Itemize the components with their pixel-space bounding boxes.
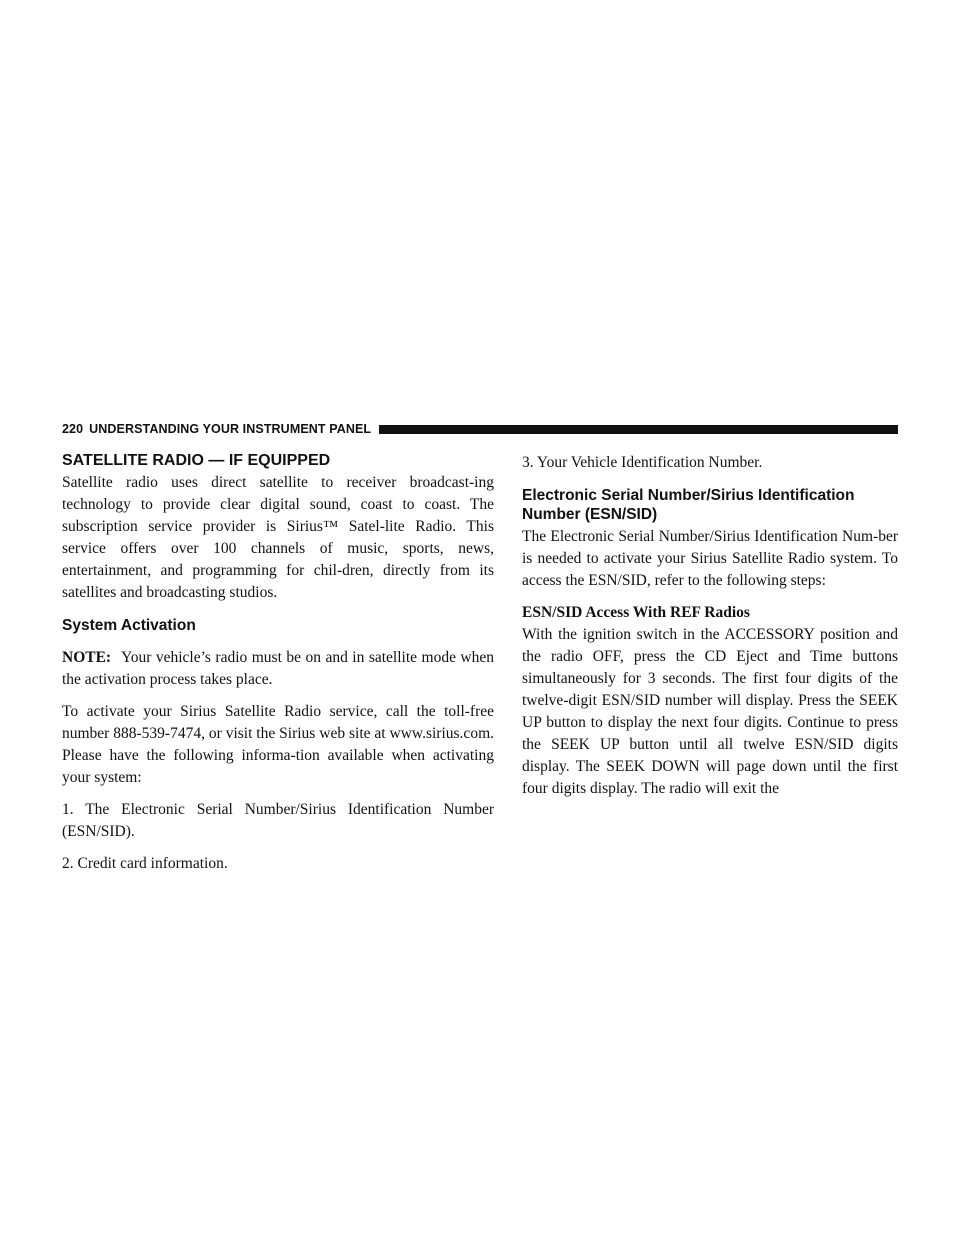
left-column bbox=[62, 452, 494, 875]
ref-paragraph: With the ignition switch in the ACCESSORY position and the radio OFF, press the CD Eject and Time buttons simultaneously for 3 seconds. The first four digits of the twelve-digit ESN/SID number will display. Press the SEEK UP button to display the next four digits. Continue to press the SEEK UP button until all twelve ESN/SID digits display. The SEEK DOWN will page down until the first four digits display. The radio will exit the bbox=[522, 626, 898, 797]
note-text: Your vehicle’s radio must be on and in satellite mode when the activation process takes place. bbox=[62, 649, 494, 688]
list-item-2: 2. Credit card information. bbox=[62, 855, 228, 872]
subheading-esn-sid: Electronic Serial Number/Sirius Identification Number (ESN/SID) bbox=[522, 487, 855, 523]
page-number: 220 bbox=[62, 422, 84, 436]
section-title: UNDERSTANDING YOUR INSTRUMENT PANEL bbox=[89, 422, 372, 436]
note-paragraph bbox=[62, 647, 494, 691]
list-item-3: 3. Your Vehicle Identification Number. bbox=[522, 454, 763, 471]
page-header bbox=[62, 421, 898, 437]
section-heading: SATELLITE RADIO — IF EQUIPPED bbox=[62, 452, 331, 469]
list-item-1: 1. The Electronic Serial Number/Sirius Identification Number (ESN/SID). bbox=[62, 801, 494, 840]
right-column bbox=[522, 452, 898, 800]
subheading-system-activation: System Activation bbox=[62, 617, 196, 634]
header-rule bbox=[379, 425, 898, 434]
note-label: NOTE: bbox=[62, 649, 112, 666]
activation-paragraph: To activate your Sirius Satellite Radio service, call the toll-free number 888-539-7474, or visit the Sirius web site at www.sirius.com. Please have the following informa-tion available when activating your system: bbox=[62, 703, 494, 786]
esn-paragraph: The Electronic Serial Number/Sirius Identification Num-ber is needed to activate your Sirius Satellite Radio system. To access the ESN/SID, refer to the following steps: bbox=[522, 528, 898, 589]
subheading-ref-radios: ESN/SID Access With REF Radios bbox=[522, 604, 750, 621]
intro-paragraph: Satellite radio uses direct satellite to receiver broadcast-ing technology to provide clear digital sound, coast to coast. The subscription service provider is Sirius™ Satel-lite Radio. This service offers over 100 channels of music, sports, news, entertainment, and programming for chil-dren, directly from its satellites and broadcasting studios. bbox=[62, 474, 494, 601]
